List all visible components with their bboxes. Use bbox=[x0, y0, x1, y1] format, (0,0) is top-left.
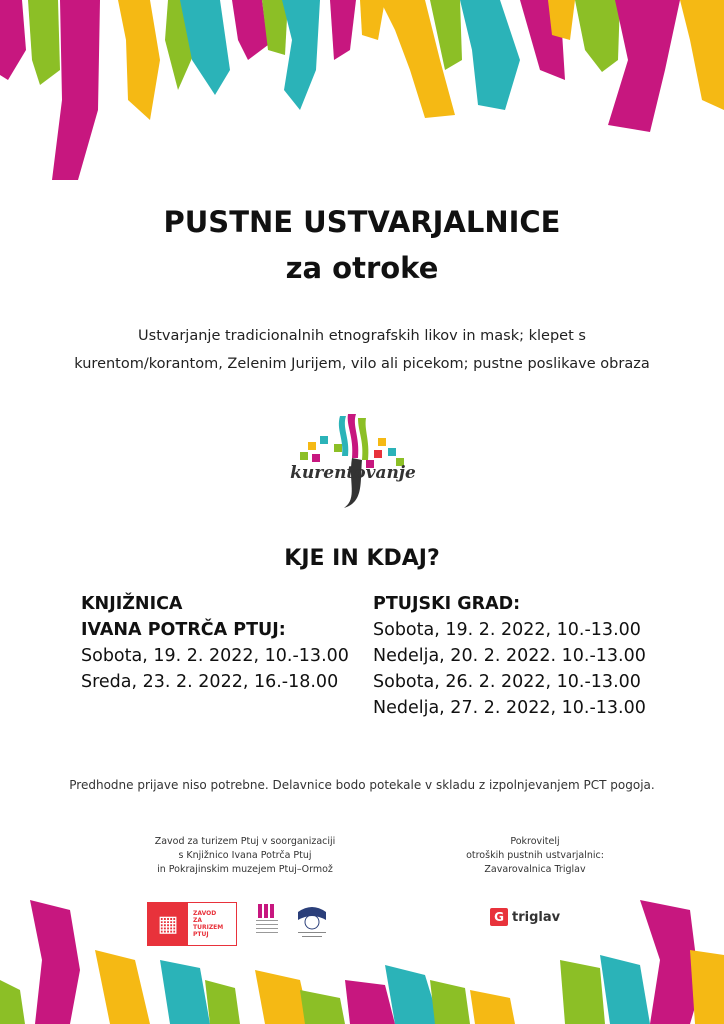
left-venue-date: Sreda, 23. 2. 2022, 16.-18.00 bbox=[81, 672, 339, 692]
zavod-turizem-mark-icon: ▦ bbox=[148, 903, 188, 945]
right-venue-heading: PTUJSKI GRAD: bbox=[373, 594, 521, 614]
right-venue-date: Nedelja, 20. 2. 2022. 10.-13.00 bbox=[373, 646, 646, 666]
zavod-wordmark-line: PTUJ bbox=[193, 931, 209, 938]
right-venue-date: Sobota, 26. 2. 2022, 10.-13.00 bbox=[373, 672, 641, 692]
intro-text bbox=[40, 322, 684, 378]
knjiznica-logo bbox=[292, 898, 332, 946]
left-venue bbox=[81, 591, 349, 695]
left-venue-heading-2: IVANA POTRČA PTUJ: bbox=[81, 620, 286, 640]
sponsor-text bbox=[460, 835, 610, 877]
sponsor-line: Pokrovitelj bbox=[510, 836, 560, 847]
zavod-wordmark-line: ZAVOD bbox=[193, 910, 217, 917]
sponsor-line: otroških pustnih ustvarjalnic: bbox=[466, 850, 604, 861]
left-venue-heading-1: KNJIŽNICA bbox=[81, 594, 183, 614]
zavod-wordmark-line: ZA bbox=[193, 917, 202, 924]
triglav-logo bbox=[490, 908, 560, 926]
zavod-turizem-logo bbox=[147, 902, 237, 946]
organizers-line: Zavod za turizem Ptuj v soorganizaciji bbox=[154, 836, 336, 847]
sponsor-line: Zavarovalnica Triglav bbox=[484, 864, 586, 875]
registration-note: Predhodne prijave niso potrebne. Delavnice bodo potekale v skladu z izpolnjevanjem PCT pogoja. bbox=[69, 778, 655, 792]
top-ribbon-decoration bbox=[0, 0, 724, 190]
zavod-turizem-wordmark bbox=[188, 910, 223, 938]
pokrajinski-muzej-logo bbox=[250, 902, 284, 944]
kurentovanje-logo-text: kurentovanje bbox=[290, 463, 416, 483]
left-venue-date: Sobota, 19. 2. 2022, 10.-13.00 bbox=[81, 646, 349, 666]
bottom-ribbon-decoration bbox=[0, 880, 724, 1024]
triglav-mark-icon: G bbox=[490, 908, 508, 926]
right-venue-date: Sobota, 19. 2. 2022, 10.-13.00 bbox=[373, 620, 641, 640]
organizers-line: in Pokrajinskim muzejem Ptuj–Ormož bbox=[157, 864, 333, 875]
kurentovanje-logo bbox=[278, 412, 428, 512]
right-venue-date: Nedelja, 27. 2. 2022, 10.-13.00 bbox=[373, 698, 646, 718]
section-heading: KJE IN KDAJ? bbox=[284, 546, 440, 571]
triglav-wordmark: triglav bbox=[512, 909, 561, 925]
intro-line-2: kurentom/korantom, Zelenim Jurijem, vilo ali picekom; pustne poslikave obraza bbox=[74, 356, 650, 372]
page-title: PUSTNE USTVARJALNICE bbox=[163, 205, 561, 239]
organizers-line: s Knjižnico Ivana Potrča Ptuj bbox=[178, 850, 312, 861]
page-subtitle: za otroke bbox=[285, 251, 439, 285]
zavod-wordmark-line: TURIZEM bbox=[193, 924, 224, 931]
organizers-text bbox=[130, 835, 360, 877]
right-venue bbox=[373, 591, 646, 721]
intro-line-1: Ustvarjanje tradicionalnih etnografskih likov in mask; klepet s bbox=[138, 328, 586, 344]
